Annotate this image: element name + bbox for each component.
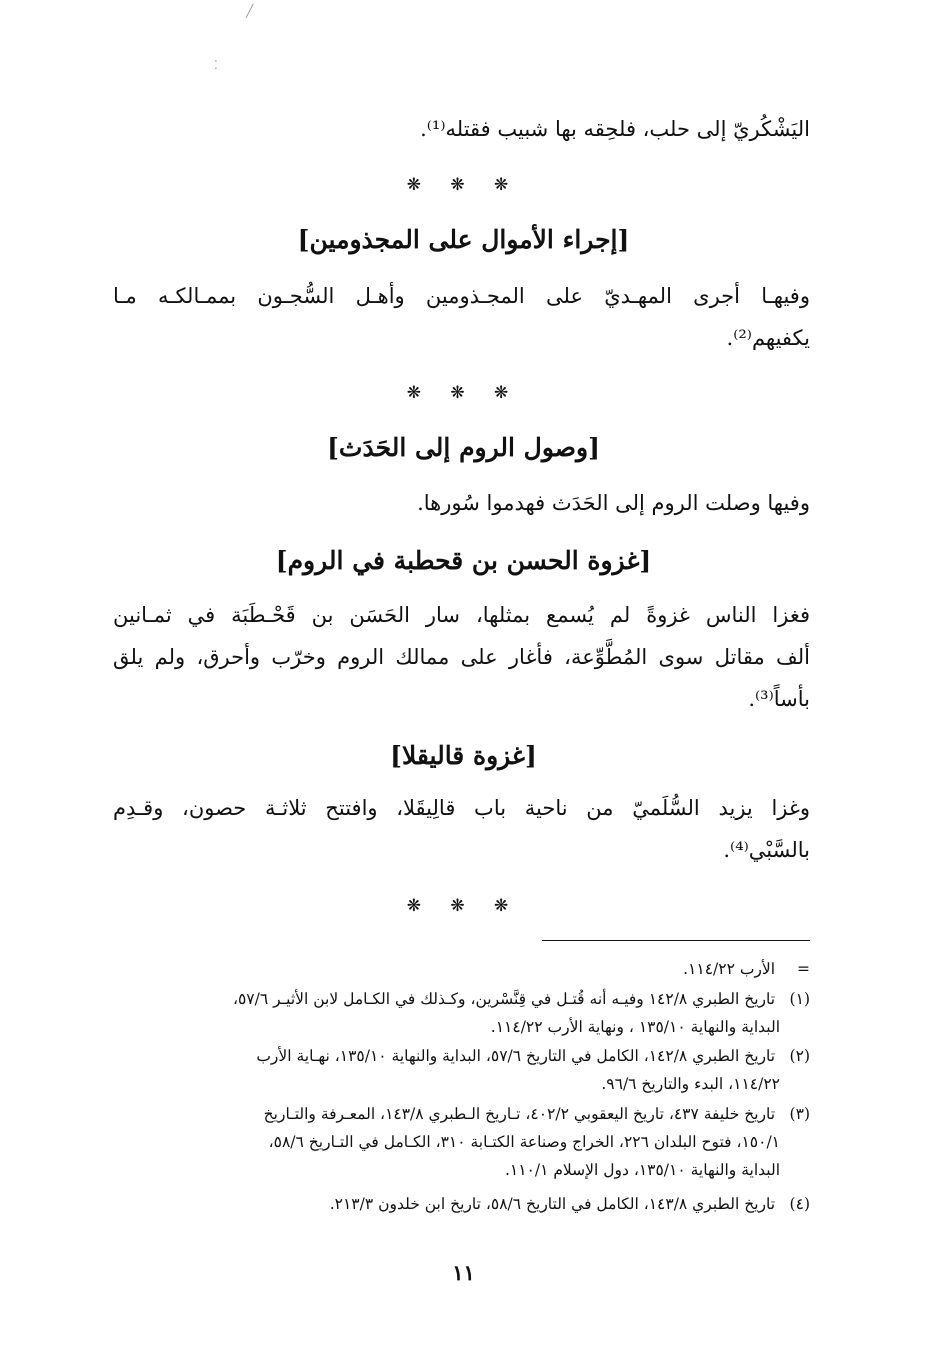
footnote-marker: (٢) <box>789 1047 810 1065</box>
footnote-marker: (١) <box>789 990 810 1008</box>
footnote-text: ١١٤/٢٢، البدء والتاريخ ٩٦/٦. <box>601 1075 780 1093</box>
scan-mark: ⁚ <box>214 58 218 72</box>
paragraph-line: بالسَّبْي⁽⁴⁾. <box>723 838 810 862</box>
paragraph-line: وفيهـا أجرى المهـديّ على المجـذومين وأهـل السُّجـون بممـالكـه مـا <box>113 284 810 308</box>
footnote-marker: (٤) <box>789 1195 810 1213</box>
page-number: ١١ <box>452 1260 475 1285</box>
footnote-text: ١٥٠/١، فتوح البلدان ٢٢٦، الخراج وصناعة الكتـابة ٣١٠، الكـامل في التـاريخ ٥٨/٦، <box>268 1133 780 1151</box>
paragraph-line: بأساً⁽³⁾. <box>748 687 810 711</box>
footnote-rule <box>542 940 810 941</box>
paragraph-line: ألف مقاتل سوى المُطَّوِّعة، فأغار على ممالك الروم وخرّب وأحرق، ولم يلق <box>113 645 810 669</box>
section-heading: [غزوة قاليقلا] <box>390 741 537 770</box>
section-heading: [غزوة الحسن بن قحطبة في الروم] <box>275 546 652 575</box>
section-separator: ❋ ❋ ❋ <box>406 175 521 195</box>
section-heading: [وصول الروم إلى الحَدَث] <box>327 433 600 462</box>
footnote-4 <box>113 1195 810 1213</box>
footnote-text: تاريخ الطبري ١٤٣/٨، الكامل في التاريخ ٥٨/٦، تاريخ ابن خلدون ٢١٣/٣. <box>329 1195 776 1213</box>
scan-mark: ╱ <box>246 4 254 18</box>
footnote-marker: (٣) <box>789 1105 810 1123</box>
opening-line: اليَشْكُريّ إلى حلب، فلحِقه بها شبيب فقتله⁽¹⁾. <box>420 117 810 141</box>
footnote-continuation <box>113 960 810 978</box>
paragraph-line: وغزا يزيد السُّلَميّ من ناحية باب قالِيقَلا، وافتتح ثلاثـة حصون، وقـدِم <box>113 796 810 820</box>
paragraph-line: فغزا الناس غزوةً لم يُسمع بمثلها، سار الحَسَن بن قَحْـطَبَة في ثمـانين <box>113 603 810 627</box>
footnote-1 <box>113 990 810 1008</box>
footnote-text: الأرب ١١٤/٢٢. <box>683 960 776 978</box>
footnote-text: تاريخ الطبري ١٤٢/٨، الكامل في التاريخ ٥٧/٦، البداية والنهاية ١٣٥/١٠، نهـاية الأرب <box>256 1047 776 1065</box>
section-separator: ❋ ❋ ❋ <box>406 383 521 403</box>
footnote-text: البداية والنهاية ١٣٥/١٠ ، ونهاية الأرب ١١٤/٢٢. <box>490 1018 780 1036</box>
footnote-text: تاريخ خليفة ٤٣٧، تاريخ اليعقوبي ٤٠٢/٢، تـاريخ الـطبري ١٤٣/٨، المعـرفة والتـاريخ <box>263 1105 776 1123</box>
footnote-3 <box>113 1105 810 1123</box>
section-separator: ❋ ❋ ❋ <box>406 896 521 916</box>
section-heading: [إجراء الأموال على المجذومين] <box>297 225 630 254</box>
footnote-2 <box>113 1047 810 1065</box>
paragraph-line: وفيها وصلت الروم إلى الحَدَث فهدموا سُورها. <box>417 491 810 515</box>
footnote-text: تاريخ الطبري ١٤٢/٨ وفيـه أنه قُتـل في قِنَّسْرين، وكـذلك في الكـامل لابن الأثيـر ٥٧/٦، <box>232 990 776 1008</box>
paragraph-line: يكفيهم⁽²⁾. <box>726 326 810 350</box>
footnote-marker: = <box>797 960 810 978</box>
footnote-text: البداية والنهاية ١٣٥/١٠، دول الإسلام ١١٠/١. <box>504 1161 780 1179</box>
